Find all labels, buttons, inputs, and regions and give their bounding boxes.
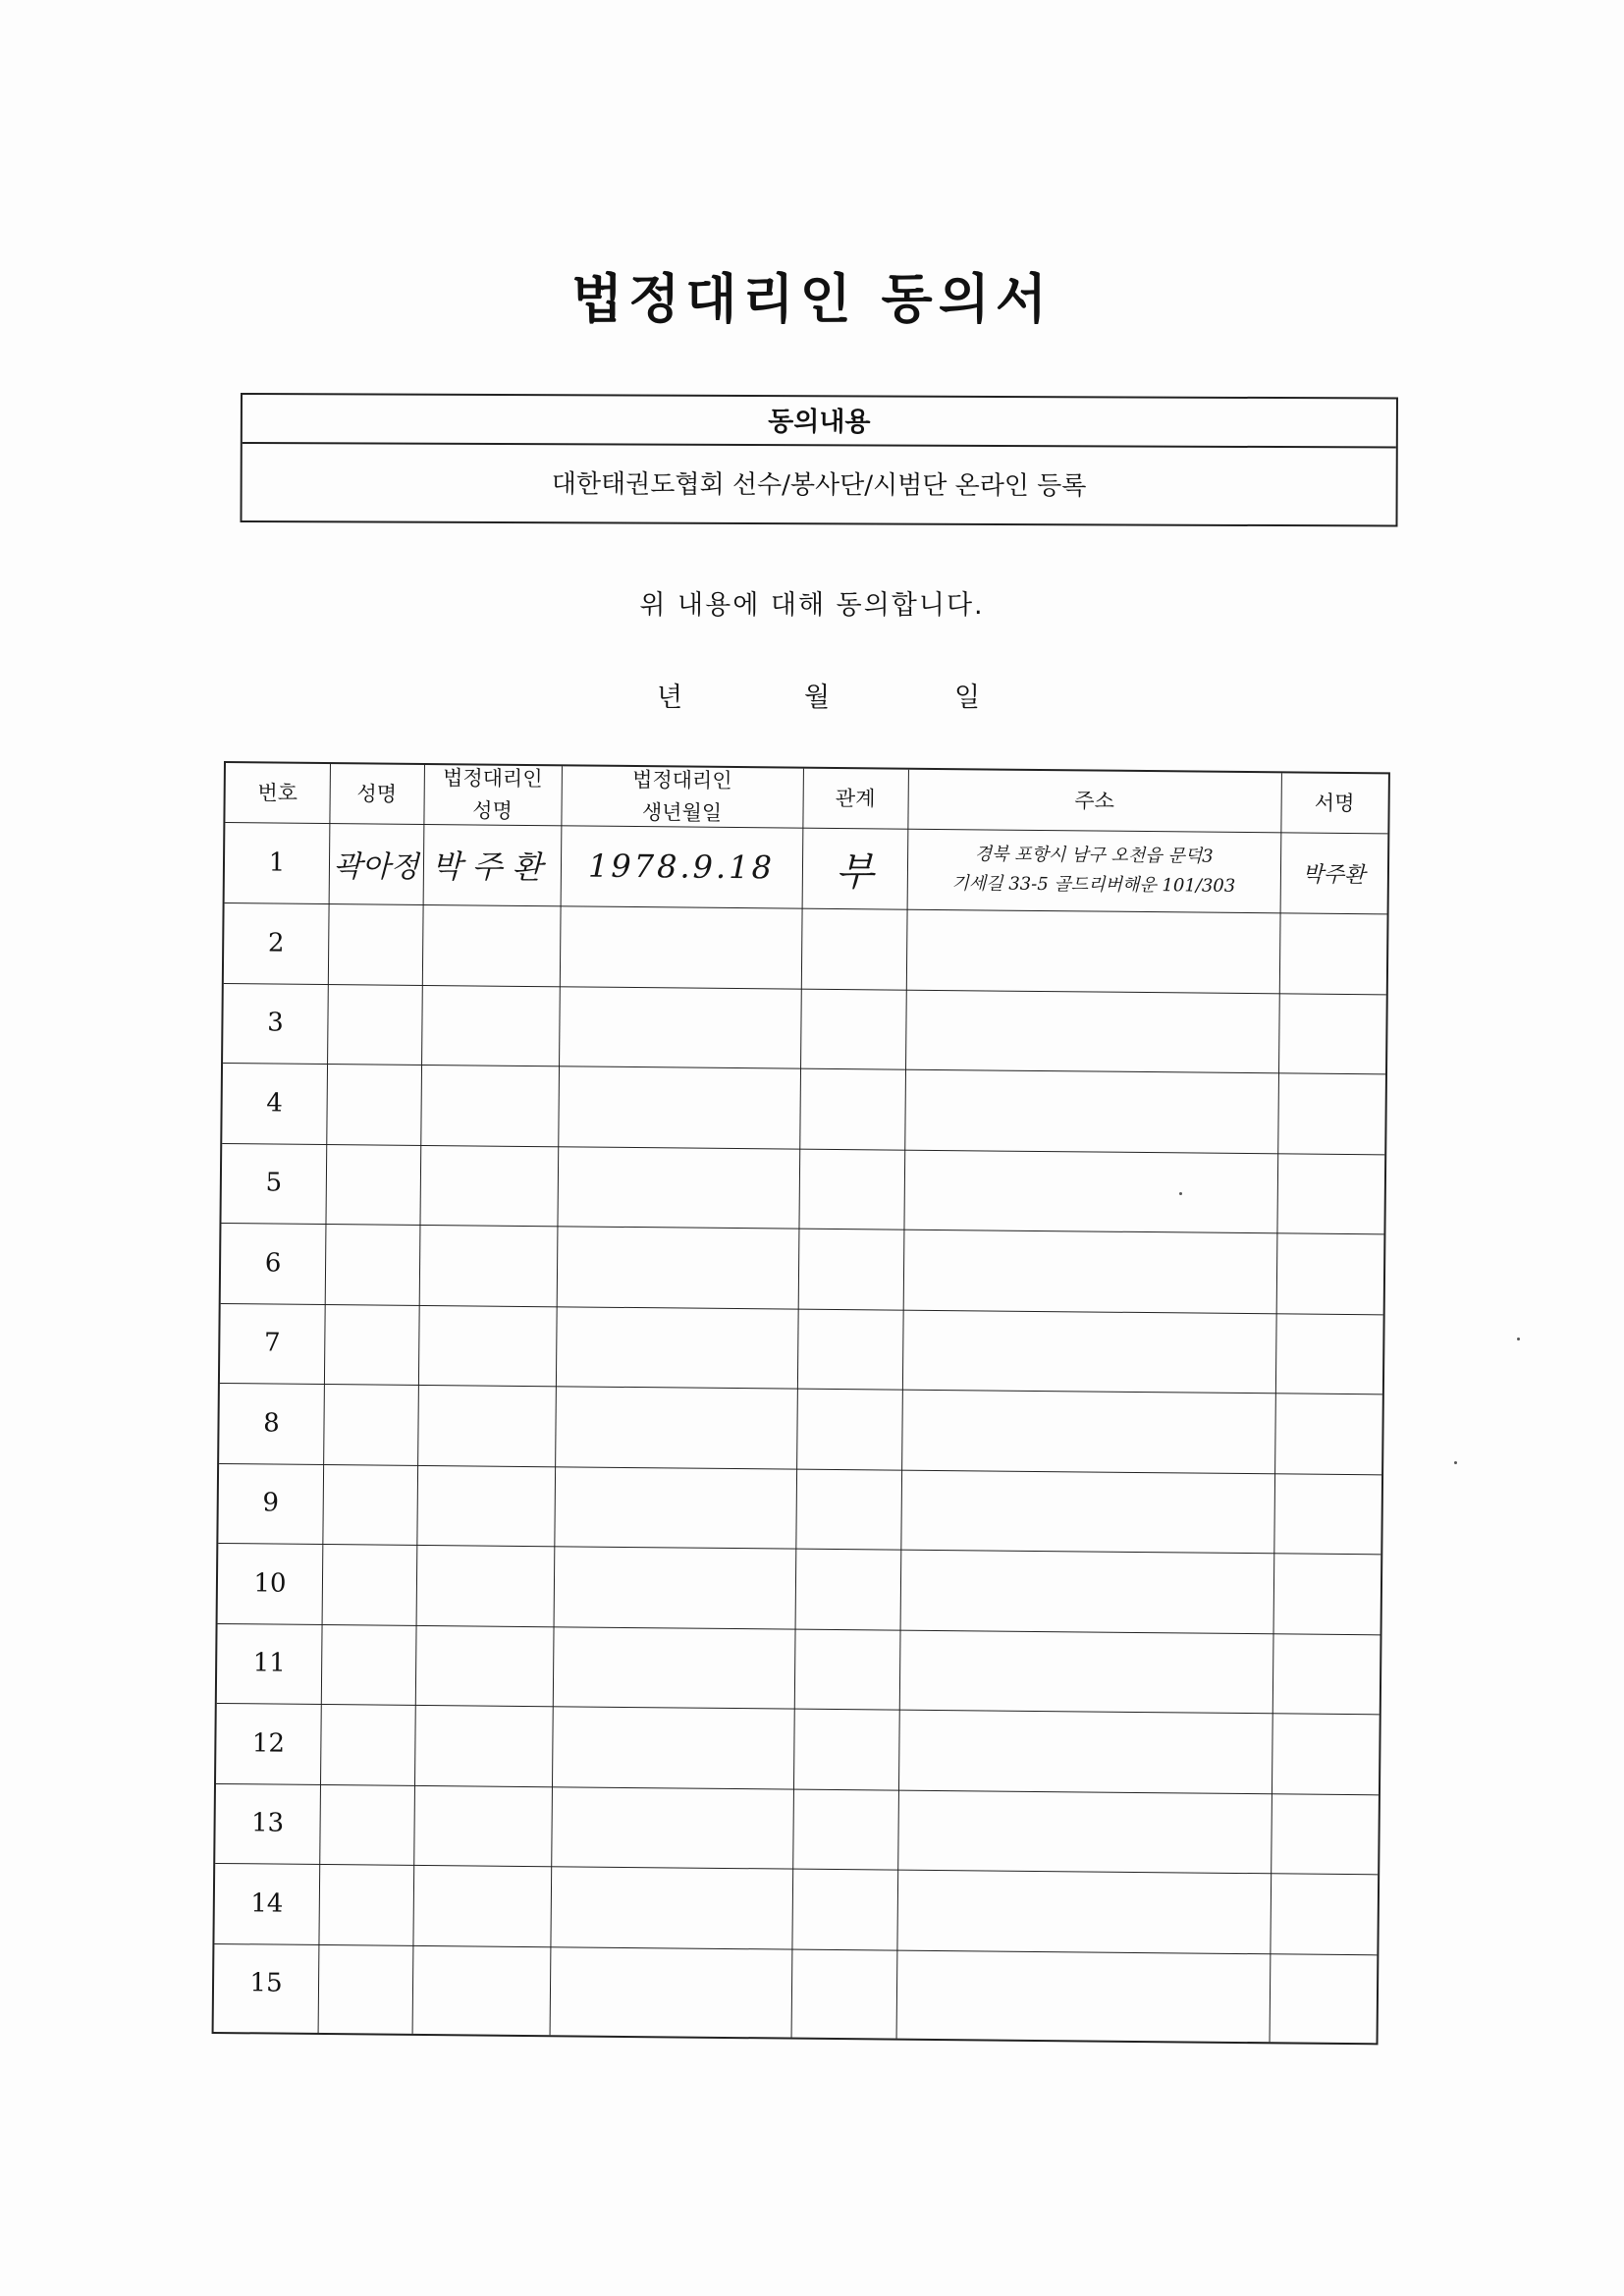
row-number: 3 [267,1008,284,1038]
table-row-rule [220,1383,1382,1394]
row-number: 10 [253,1568,287,1599]
scan-speck [1179,1192,1182,1195]
header-relation: 관계 [835,786,876,810]
table-row-rule [219,1462,1381,1474]
table-row-rule [217,1703,1380,1715]
row-number: 13 [250,1808,285,1838]
agree-statement: 위 내용에 대해 동의합니다. [639,590,985,621]
header-no: 번호 [257,780,298,805]
row-number: 15 [249,1968,283,1998]
guardian-registry-table [212,761,1390,2045]
table-column-rule [1270,773,1282,2042]
row1-address: 경북 포항시 남구 오천읍 문덕3 기세길 33-5 골드리버해운 101/303 [951,844,1236,897]
row-number: 8 [263,1408,280,1439]
date-year-label: 년 [657,683,683,713]
date-month-label: 월 [804,683,831,713]
row-number: 5 [265,1168,283,1198]
consent-heading: 동의내용 [243,395,1396,449]
table-row-rule [218,1543,1380,1555]
row1-guardian-birth: 1978.9.18 [587,847,776,887]
header-address: 주소 [1074,788,1115,813]
row1-relation: 부 [835,848,874,895]
table-row-rule [214,1942,1377,1954]
table-column-rule [550,766,563,2035]
table-row-rule [221,1223,1383,1234]
row-number: 6 [264,1248,282,1279]
row-number: 14 [250,1888,284,1919]
table-column-rule [791,769,804,2038]
row1-signature: 박주환 [1302,862,1366,888]
row-number: 7 [263,1328,281,1358]
row-number: 12 [251,1728,286,1759]
header-name: 성명 [356,781,398,806]
scan-speck [1517,1338,1520,1340]
consent-text: 대한태권도협회 선수/봉사단/시범단 온라인 등록 [551,469,1087,502]
consent-box [240,393,1397,527]
row-number: 2 [267,928,285,958]
table-row-rule [221,1302,1383,1314]
table-row-rule [224,983,1386,995]
row1-guardian-name: 박주환 [431,847,553,887]
table-row-rule [223,1063,1385,1074]
table-row-rule [218,1622,1380,1634]
row-number: 11 [252,1648,286,1678]
table-row-rule [215,1863,1378,1875]
header-guardian-birth: 법정대리인 생년월일 [632,767,732,825]
row-number: 9 [262,1488,280,1518]
header-signature: 서명 [1314,791,1355,815]
scan-speck [1454,1461,1457,1464]
header-guardian-name: 법정대리인 성명 [443,766,543,823]
row1-name: 곽아정 [333,849,419,885]
row-number: 4 [266,1088,284,1119]
row-number: 1 [268,847,286,878]
date-day-label: 일 [954,683,981,713]
table-column-rule [896,770,909,2039]
document-title: 법정대리인 동의서 [570,268,1054,330]
table-row-rule [222,1143,1384,1155]
table-row-rule [216,1782,1379,1794]
table-column-rule [412,765,425,2034]
